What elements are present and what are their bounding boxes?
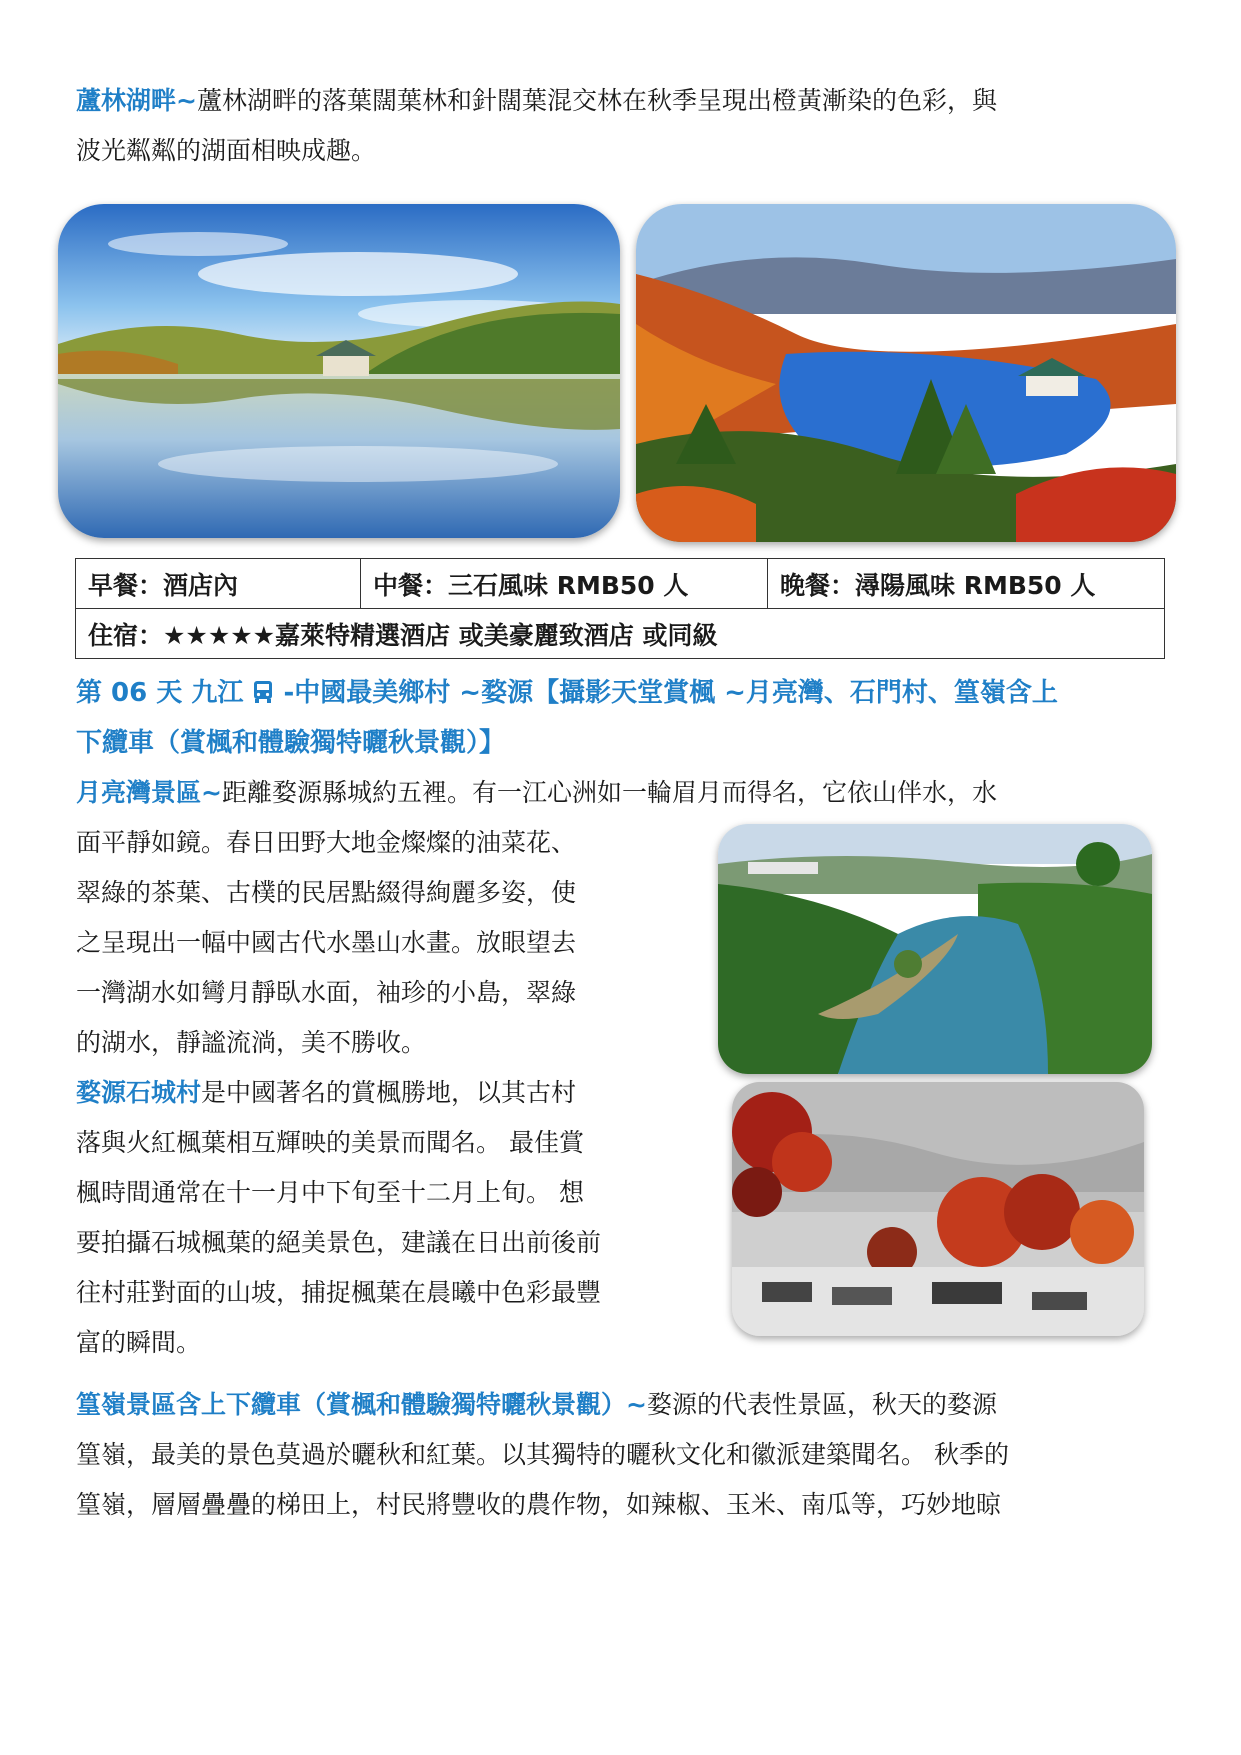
shicheng-text: 是中國著名的賞楓勝地，以其古村 xyxy=(201,1078,577,1107)
text-line: 落與火紅楓葉相互輝映的美景而聞名。 最佳賞 xyxy=(76,1128,584,1157)
shicheng-maple-photo xyxy=(732,1082,1144,1336)
moon-bay-line1 xyxy=(76,768,997,818)
lunch-cell: 中餐：三石風味 RMB50 人 xyxy=(361,559,768,609)
text-line: 一灣湖水如彎月靜臥水面，袖珍的小島，翠綠 xyxy=(76,978,577,1007)
shicheng-paragraph xyxy=(76,1068,696,1368)
intro-body-line2: 波光粼粼的湖面相映成趣。 xyxy=(76,136,377,165)
moon-bay-photo xyxy=(718,824,1152,1074)
text-line: 的湖水，靜謐流淌，美不勝收。 xyxy=(76,1028,427,1057)
text-line: 往村莊對面的山坡，捕捉楓葉在晨曦中色彩最豐 xyxy=(76,1278,602,1307)
text-line: 面平靜如鏡。春日田野大地金燦燦的油菜花、 xyxy=(76,828,577,857)
text-line: 富的瞬間。 xyxy=(76,1328,202,1357)
moon-bay-body xyxy=(76,818,696,1068)
text-line: 篁嶺，層層疊疊的梯田上，村民將豐收的農作物，如辣椒、玉米、南瓜等，巧妙地晾 xyxy=(76,1490,1002,1519)
lulin-lake-photo-2 xyxy=(636,204,1176,542)
moon-bay-title: 月亮灣景區~ xyxy=(76,778,222,807)
intro-title: 蘆林湖畔~ xyxy=(76,86,197,115)
meals-table xyxy=(75,558,1165,659)
text-line: 要拍攝石城楓葉的絕美景色，建議在日出前後前 xyxy=(76,1228,602,1257)
moon-bay-text: 距離婺源縣城約五裡。有一江心洲如一輪眉月而得名，它依山伴水，水 xyxy=(221,778,997,807)
huangling-paragraph xyxy=(76,1380,1186,1530)
day-heading xyxy=(76,668,1176,768)
intro-body-line1: 蘆林湖畔的落葉闊葉林和針闊葉混交林在秋季呈現出橙黃漸染的色彩，與 xyxy=(196,86,997,115)
huangling-text: 婺源的代表性景區，秋天的婺源 xyxy=(646,1390,997,1419)
text-line: 翠綠的茶葉、古樸的民居點綴得絢麗多姿，使 xyxy=(76,878,577,907)
lulin-lake-photo-1 xyxy=(58,204,620,538)
intro-paragraph xyxy=(76,76,997,176)
bus-icon xyxy=(252,680,274,704)
text-line: 篁嶺，最美的景色莫過於曬秋和紅葉。以其獨特的曬秋文化和徽派建築聞名。 秋季的 xyxy=(76,1440,1009,1469)
breakfast-cell: 早餐：酒店內 xyxy=(76,559,361,609)
lodging-cell: 住宿：★★★★★嘉萊特精選酒店 或美豪麗致酒店 或同級 xyxy=(76,609,1165,659)
huangling-title: 篁嶺景區含上下纜車（賞楓和體驗獨特曬秋景觀）~ xyxy=(76,1390,647,1419)
day-title-line2: 下纜車（賞楓和體驗獨特曬秋景觀）】 xyxy=(76,728,506,758)
day-prefix: 第 06 天 九江 xyxy=(76,678,244,708)
shicheng-title: 婺源石城村 xyxy=(76,1078,202,1107)
text-line: 楓時間通常在十一月中下旬至十二月上旬。 想 xyxy=(76,1178,584,1207)
text-line: 之呈現出一幅中國古代水墨山水畫。放眼望去 xyxy=(76,928,577,957)
dinner-cell: 晚餐：潯陽風味 RMB50 人 xyxy=(768,559,1165,609)
day-title-line1: -中國最美鄉村 ~婺源【攝影天堂賞楓 ~月亮灣、石門村、篁嶺含上 xyxy=(274,678,1058,708)
